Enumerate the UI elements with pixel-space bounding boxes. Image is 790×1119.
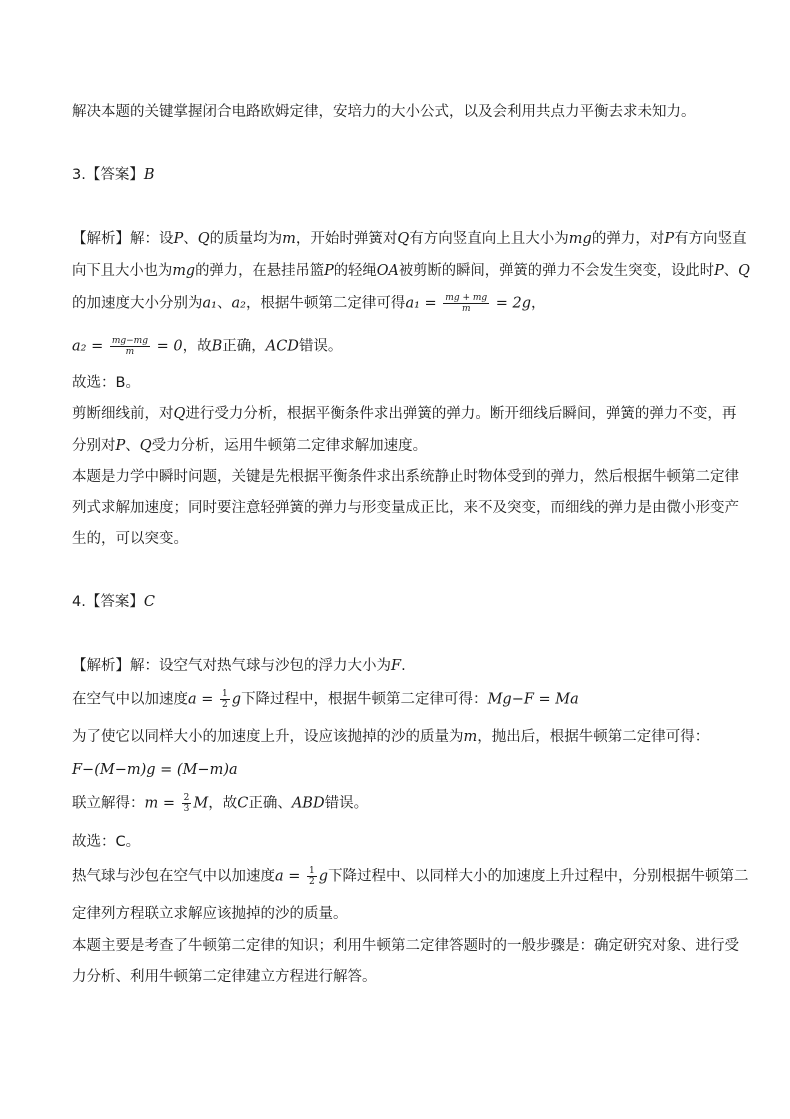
fraction: $\frac{mg-mg}{m}$ (111, 336, 148, 357)
q3-line-1: 【解析】解：设P、Q的质量均为m，开始时弹簧对Q有方向竖直向上且大小为mg的弹力，对P有方向竖直 (72, 231, 747, 247)
q3-note-1: 本题是力学中瞬时问题，关键是先根据平衡条件求出系统静止时物体受到的弹力，然后根据牛顿第二定律 (72, 469, 739, 485)
q3-line-4: a₂ = $\frac{mg-mg}{m}$ = 0，故B正确，ACD错误。 (72, 336, 343, 357)
q4-sum-2: 定律列方程联立求解应该抛掉的沙的质量。 (72, 906, 348, 922)
q3-choose: 故选：B。 (72, 375, 140, 391)
q4-line-5: 联立解得：m = $\frac{2}{3}$ M，故C正确、ABD错误。 (72, 793, 369, 814)
q3-note-3: 生的，可以突变。 (72, 531, 188, 547)
q4-line-1: 【解析】解：设空气对热气球与沙包的浮力大小为F. (72, 658, 406, 674)
q3-sum-2: 分别对P、Q受力分析，运用牛顿第二定律求解加速度。 (72, 438, 428, 454)
q4-line-3: 为了使它以同样大小的加速度上升，设应该抛掉的沙的质量为m，抛出后，根据牛顿第二定律可得： (72, 729, 710, 745)
q4-note-1: 本题主要是考查了牛顿第二定律的知识；利用牛顿第二定律答题时的一般步骤是：确定研究对象、进行受 (72, 938, 739, 954)
fraction: $\frac{1}{2}$ (309, 866, 315, 887)
q4-sum-1: 热气球与沙包在空气中以加速度a = $\frac{1}{2}$ g下降过程中、以同样大小的加速度上升过程中，分别根据牛顿第二 (72, 866, 749, 887)
q3-sum-1: 剪断细线前，对Q进行受力分析，根据平衡条件求出弹簧的弹力。断开细线后瞬间，弹簧的弹力不变，再 (72, 406, 737, 422)
q3-line-3: 的加速度大小分别为a₁、a₂，根据牛顿第二定律可得a₁ = $\frac{mg + mg}{m}$ = 2g， (72, 293, 546, 314)
q4-answer-heading: 4.【答案】C (72, 594, 155, 610)
fraction: $\frac{mg + mg}{m}$ (445, 293, 488, 314)
fraction: $\frac{1}{2}$ (222, 689, 228, 710)
q4-choose: 故选：C。 (72, 834, 141, 850)
q3-line-2: 向下且大小也为mg的弹力，在悬挂吊篮P的轻绳OA被剪断的瞬间，弹簧的弹力不会发生突变，设此时P、Q (72, 263, 750, 279)
summary-line (72, 102, 696, 122)
q4-line-4: F−(M−m)g = (M−m)a (72, 762, 238, 778)
q4-line-2: 在空气中以加速度a = $\frac{1}{2}$ g下降过程中，根据牛顿第二定律可得：Mg−F = Ma (72, 689, 579, 710)
q4-note-2: 力分析、利用牛顿第二定律建立方程进行解答。 (72, 969, 377, 985)
q3-answer-heading: 3.【答案】B (72, 167, 155, 183)
text: 解决本题的关键掌握闭合电路欧姆定律，安培力的大小公式，以及会利用共点力平衡去求未知力。 (72, 104, 696, 120)
q3-note-2: 列式求解加速度；同时要注意轻弹簧的弹力与形变量成正比，来不及突变，而细线的弹力是由微小形变产 (72, 500, 739, 516)
fraction: $\frac{2}{3}$ (183, 793, 190, 814)
